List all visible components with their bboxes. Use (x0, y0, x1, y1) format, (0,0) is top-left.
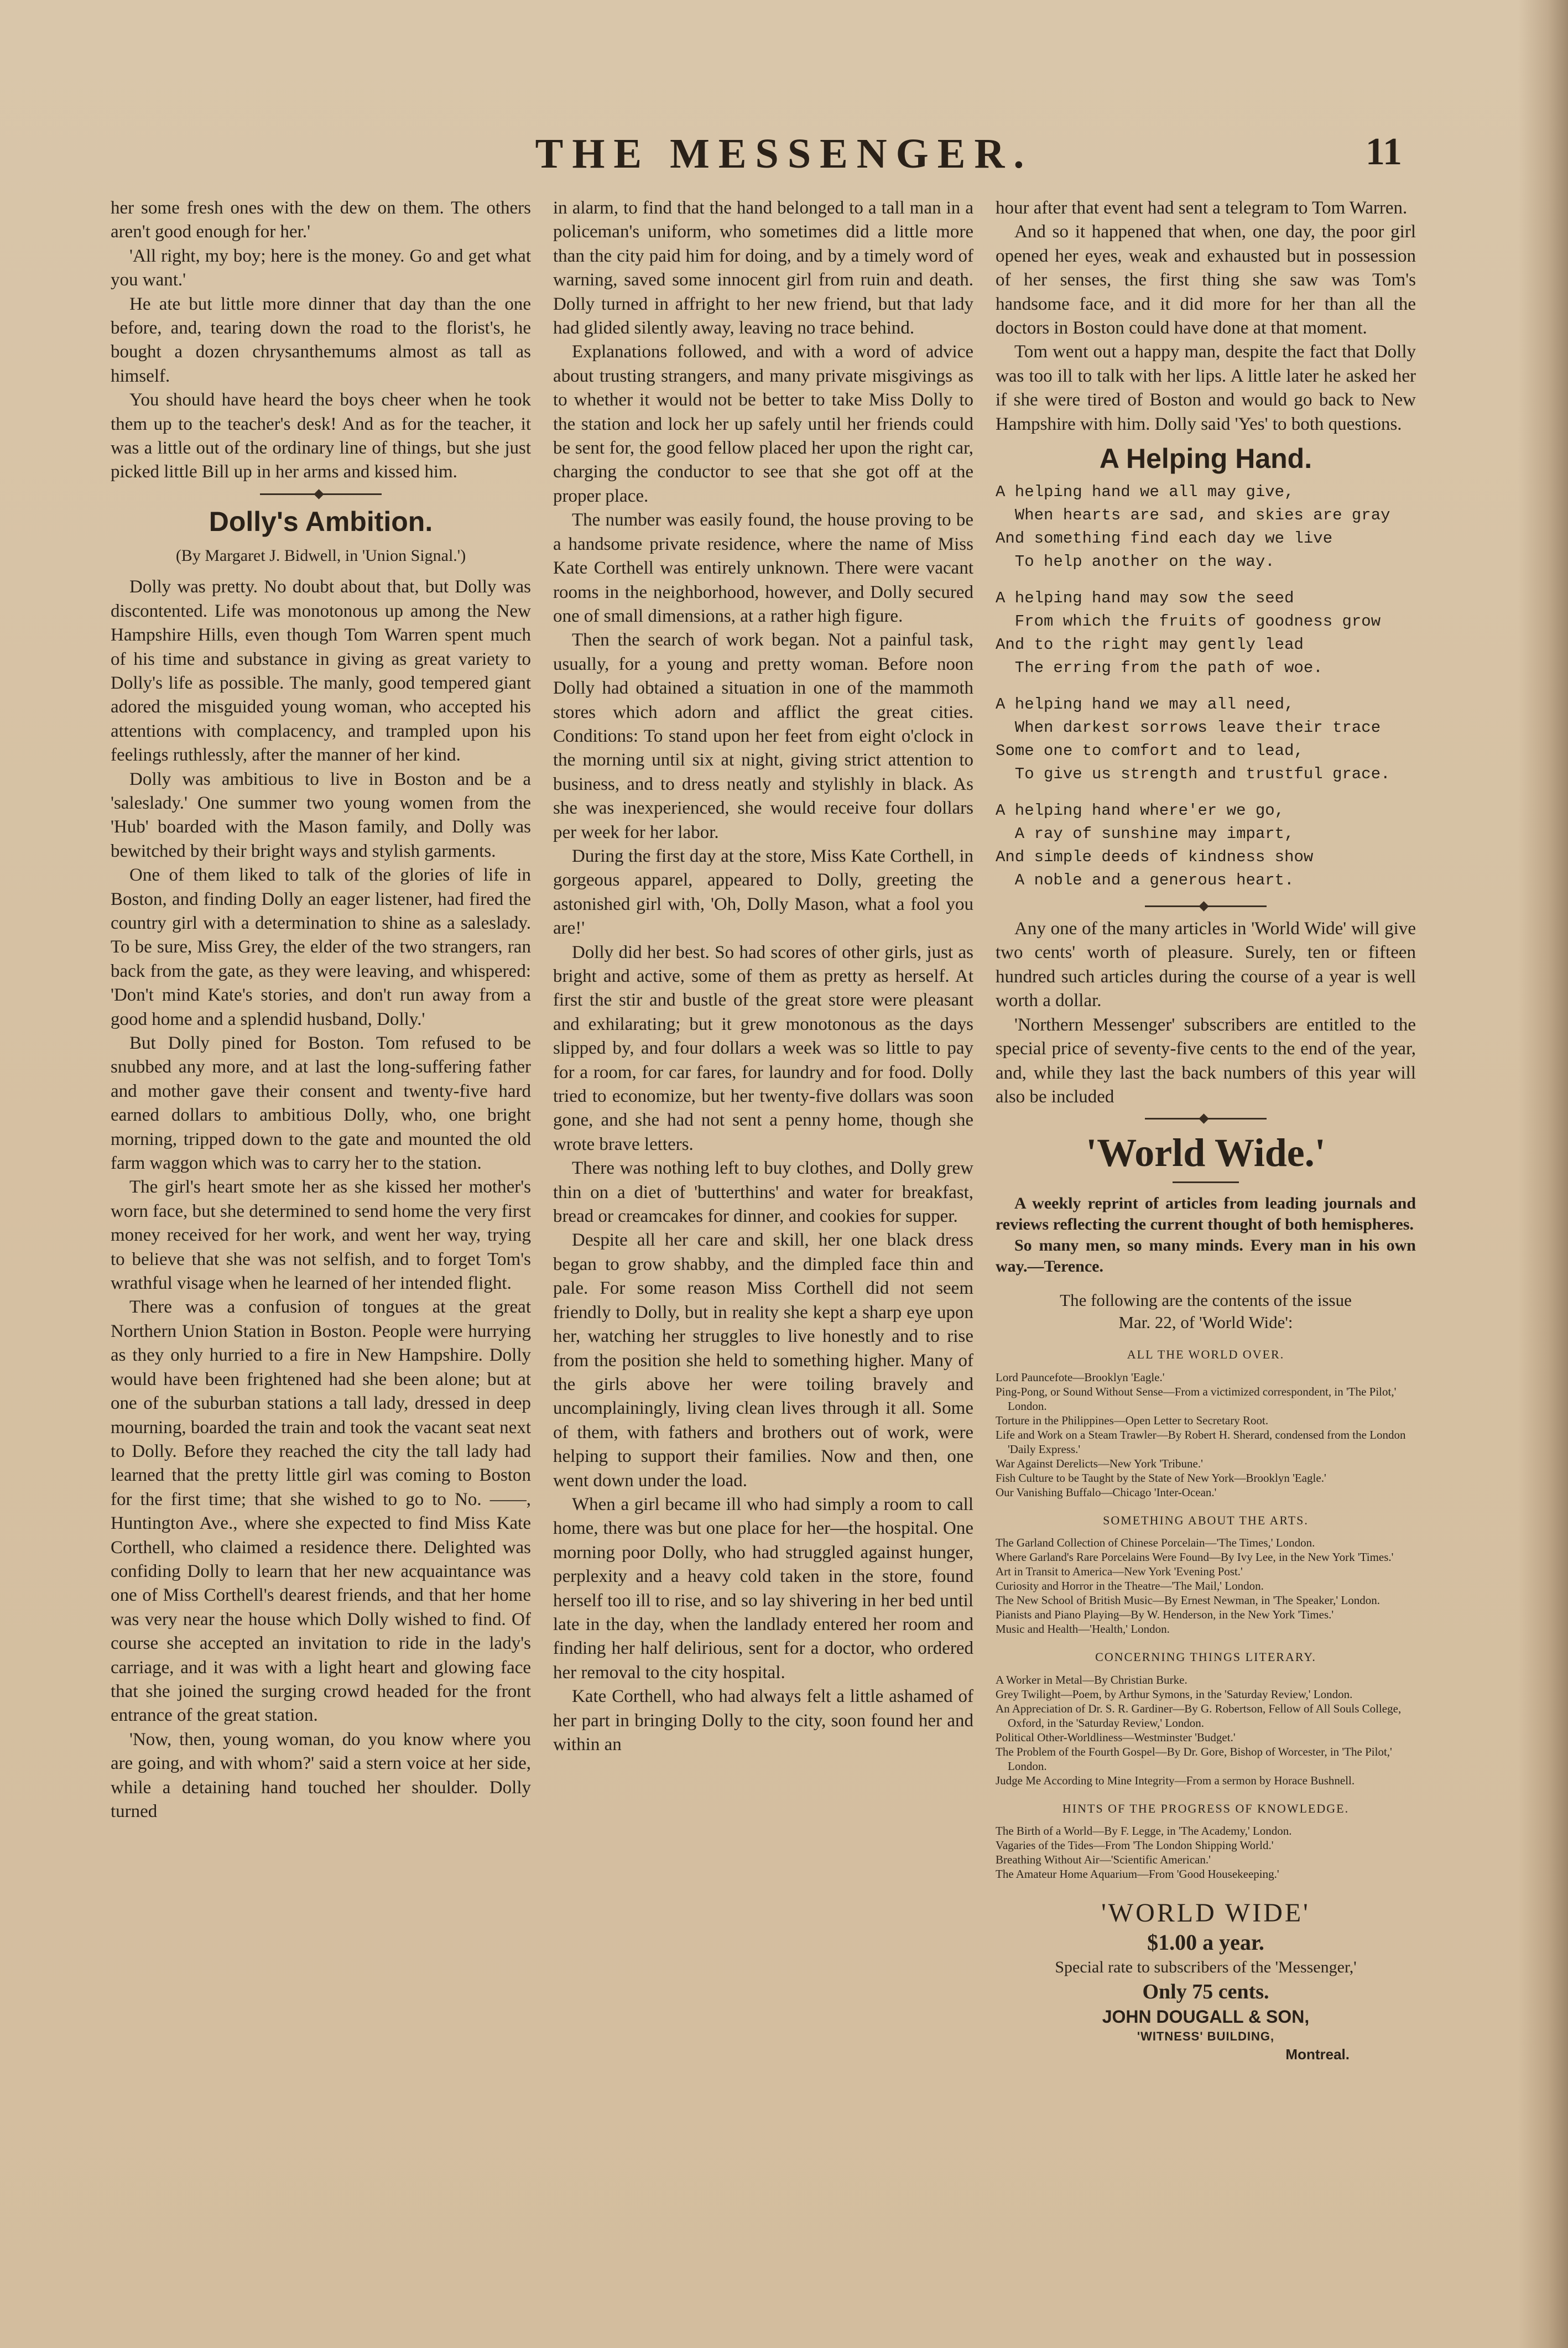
section-divider (1145, 905, 1267, 907)
poem-line: A helping hand we all may give, (996, 483, 1294, 502)
poem-line: When hearts are sad, and skies are gray (996, 506, 1390, 525)
paragraph: Explanations followed, and with a word of advice about trusting strangers, and many private misgivings as to whether it would not be better to take Miss Dolly to the station and lock her up safely until her friends could be sent for, the good fellow placed her upon the right car, charging the conductor to see that she got off at the proper place. (553, 342, 973, 506)
contents-item: A Worker in Metal—By Christian Burke. (996, 1673, 1187, 1686)
contents-item: Art in Transit to America—New York 'Evening Post.' (996, 1565, 1243, 1579)
contents-item: Breathing Without Air—'Scientific American.' (996, 1852, 1211, 1866)
contents-section (996, 1342, 1416, 1499)
world-wide-description: A weekly reprint of articles from leading journals and reviews reflecting the current thought of both hemispheres. (996, 1194, 1416, 1234)
byline: (By Margaret J. Bidwell, in 'Union Signal.') (175, 546, 466, 565)
contents-item: The Problem of the Fourth Gospel—By Dr. Gore, Bishop of Worcester, in 'The Pilot,' London. (996, 1745, 1392, 1773)
paragraph: in alarm, to find that the hand belonged to a tall man in a policeman's uniform, who sometimes did a little more than the city paid him for doing, and by a timely word of warning, saved some innocent girl from ruin and death. Dolly turned in affright to her new friend, but that lady had glided silently away, leaving no trace behind. (553, 198, 973, 339)
paragraph: There was nothing left to buy clothes, and Dolly grew thin on a diet of 'butterthins' and water for breakfast, bread or creamcakes for dinner, and cookies for supper. (553, 1158, 973, 1227)
contents-item: Lord Pauncefote—Brooklyn 'Eagle.' (996, 1370, 1165, 1384)
page-header (0, 124, 1568, 185)
contents-section-head: SOMETHING ABOUT THE ARTS. (1103, 1513, 1309, 1527)
ad-city: Montreal. (1285, 2045, 1350, 2063)
contents-item: Torture in the Philippines—Open Letter to Secretary Root. (996, 1413, 1269, 1427)
paragraph: But Dolly pined for Boston. Tom refused to be snubbed any more, and at last the long-suffering father and mother gave their consent and twenty-five hard earned dollars to ambitious Dolly, who, one bright morning, tripped down to the gate and mounted the old farm waggon which was to carry her to the station. (111, 1033, 531, 1174)
poem-line: Some one to comfort and to lead, (996, 742, 1304, 761)
poem-line: And something find each day we live (996, 529, 1333, 548)
ad-only-price: Only 75 cents. (1142, 1980, 1269, 2003)
paragraph: And so it happened that when, one day, the poor girl opened her eyes, weak and exhausted but in possession of her senses, the first thing she saw was Tom's handsome face, and it did more for her than all the doctors in Boston could have done at that moment. (996, 222, 1416, 339)
page-number: 11 (1365, 131, 1402, 173)
poem-stanza (996, 799, 1416, 892)
contents-item: The Garland Collection of Chinese Porcelain—'The Times,' London. (996, 1536, 1315, 1550)
paragraph: her some fresh ones with the dew on them. The others aren't good enough for her.' (111, 198, 531, 242)
contents-section (996, 1797, 1416, 1881)
contents-section-head: ALL THE WORLD OVER. (1127, 1347, 1285, 1362)
paragraph: Then the search of work began. Not a painful task, usually, for a young and pretty woman. Before noon Dolly had obtained a situation in one of the mammoth stores which adorn and afflict the great cities. Conditions: To stand upon her feet from eight o'clock in the morning until six at night, giving strict attention to business, and to dress neatly and stylishly in black. As she was inexperienced, she would receive four dollars per week for her labor. (553, 630, 973, 842)
poem-line: A helping hand where'er we go, (996, 801, 1285, 820)
paragraph: Dolly did her best. So had scores of other girls, just as bright and active, some of them as pretty as herself. At first the stir and bustle of the great store were pleasant and exhilarating; but it grew monotonous as the days slipped by, and four dollars a week was so little to pay for a room, for car fares, for laundry and for food. Dolly tried to economize, but her twenty-five dollars was soon gone, and she had not sent a penny home, though she wrote brave letters. (553, 942, 973, 1154)
column-2 (553, 196, 973, 1757)
contents-item: The Birth of a World—By F. Legge, in 'The Academy,' London. (996, 1824, 1292, 1837)
contents-heading (996, 1289, 1416, 1334)
poem-line: A noble and a generous heart. (996, 871, 1294, 890)
paragraph: Dolly was ambitious to live in Boston and be a 'saleslady.' One summer two young women from the 'Hub' boarded with the Mason family, and Dolly was bewitched by their bright ways and stylish garments. (111, 769, 531, 861)
contents-item: Pianists and Piano Playing—By W. Henderson, in the New York 'Times.' (996, 1608, 1334, 1622)
paragraph: Despite all her care and skill, her one black dress began to grow shabby, and the dimpled face thin and pale. For some reason Miss Corthell did not seem friendly to Dolly, but in reality she kept a sharp eye upon her, watching her struggles to live honestly and to rise from the position she held to something higher. Many of the girls above her were toiling bravely and uncomplainingly, living clean lives through it all. Some of them, with fathers and brothers out of work, were helping to support their families. Now and then, one went down under the load. (553, 1230, 973, 1491)
section-divider (1145, 1118, 1267, 1120)
paragraph: 'Northern Messenger' subscribers are entitled to the special price of seventy-five cents to the end of the year, and, while they last the back numbers of this year will also be included (996, 1014, 1416, 1107)
contents-item: Grey Twilight—Poem, by Arthur Symons, in the 'Saturday Review,' London. (996, 1687, 1353, 1701)
poem-stanza (996, 587, 1416, 680)
contents-section (996, 1508, 1416, 1636)
contents-item: The New School of British Music—By Ernest Newman, in 'The Speaker,' London. (996, 1594, 1380, 1607)
paragraph: One of them liked to talk of the glories of life in Boston, and finding Dolly an eager listener, had fired the country girl with a determination to shine as a saleslady. To be sure, Miss Grey, the elder of the two strangers, ran back from the gate, as they were leaving, and whispered: 'Don't mind Kate's stories, and don't run away from a good home and a splendid husband, Dolly.' (111, 865, 531, 1029)
column-3 (996, 196, 1416, 2064)
paragraph: 'Now, then, young woman, do you know where you are going, and with whom?' said a stern voice at her side, while a detaining hand touched her shoulder. Dolly turned (111, 1729, 531, 1821)
poem-line: To give us strength and trustful grace. (996, 765, 1390, 784)
ad-special-rate: Special rate to subscribers of the 'Messenger,' (1055, 1957, 1357, 1976)
contents-item: War Against Derelicts—New York 'Tribune.' (996, 1456, 1203, 1470)
contents-item: Music and Health—'Health,' London. (996, 1622, 1170, 1636)
world-wide-title: 'World Wide.' (1086, 1131, 1326, 1175)
subscription-ad (996, 1898, 1416, 2064)
poem-title: A Helping Hand. (1099, 443, 1312, 475)
paragraph: There was a confusion of tongues at the great Northern Union Station in Boston. People were hurrying as they only hurried to a fire in New Hampshire. Dolly would have been frightened had she been alone; but at one of the suburban stations a tall lady, dressed in deep mourning, boarded the train and took the vacant seat next to Dolly. Before they reached the city the tall lady had learned that the pretty little girl was coming to Boston for the first time; that she wished to go to No. ——, Huntington Ave., where she expected to find Miss Kate Corthell, who claimed a residence there. Delighted was confiding Dolly to learn that her new acquaintance was one of Miss Corthell's dearest friends, and that her home was very near the house which Dolly wished to find. Of course she accepted an invitation to ride in the lady's carriage, and it was with a light heart and glowing face that she joined the surging crowd headed for the front entrance of the great station. (111, 1297, 531, 1726)
paragraph: Tom went out a happy man, despite the fact that Dolly was too ill to talk with her lips. A little later he asked her if she were tired of Boston and would go back to New Hampshire with him. Dolly said 'Yes' to both questions. (996, 342, 1416, 434)
contents-section (996, 1645, 1416, 1787)
contents-item: Vagaries of the Tides—From 'The London Shipping World.' (996, 1838, 1274, 1852)
contents-item: The Amateur Home Aquarium—From 'Good Housekeeping.' (996, 1867, 1279, 1881)
ad-price: $1.00 a year. (1147, 1929, 1264, 1955)
ad-publisher: JOHN DOUGALL & SON, (1102, 2006, 1310, 2027)
short-rule (1173, 1181, 1239, 1183)
world-wide-quote: So many men, so many minds. Every man in his own way.—Terence. (996, 1236, 1416, 1276)
story-title: Dolly's Ambition. (209, 506, 433, 537)
contents-item: Where Garland's Rare Porcelains Were Found—By Ivy Lee, in the New York 'Times.' (996, 1550, 1394, 1564)
poem-line: A helping hand we may all need, (996, 695, 1294, 714)
contents-item: Life and Work on a Steam Trawler—By Robert H. Sherard, condensed from the London 'Daily Express.' (996, 1428, 1406, 1456)
contents-heading-line: Mar. 22, of 'World Wide': (1118, 1313, 1293, 1332)
contents-item: Curiosity and Horror in the Theatre—'The Mail,' London. (996, 1579, 1264, 1593)
contents-item: Judge Me According to Mine Integrity—From a sermon by Horace Bushnell. (996, 1773, 1355, 1787)
paragraph: When a girl became ill who had simply a room to call home, there was but one place for her—the hospital. One morning poor Dolly, who had struggled against hunger, perplexity and a heavy cold taken in the store, found herself too ill to rise, and so lay shivering in her bed until late in the day, when the landlady entered her room and finding her half delirious, sent for a doctor, who ordered her removal to the city hospital. (553, 1494, 973, 1683)
paragraph: Any one of the many articles in 'World Wide' will give two cents' worth of pleasure. Surely, ten or fifteen hundred such articles during the course of a year is well worth a dollar. (996, 919, 1416, 1011)
ad-title: 'WORLD WIDE' (1101, 1898, 1310, 1928)
paragraph: Dolly was pretty. No doubt about that, but Dolly was discontented. Life was monotonous up among the New Hampshire Hills, even though Tom Warren spent much of his time and substance in giving as great variety to Dolly's life as possible. The manly, good tempered giant adored the misguided young woman, who accepted his attentions with complacency, and trampled upon his feelings ruthlessly, after the manner of her kind. (111, 577, 531, 766)
page-edge-shadow (1518, 0, 1568, 2348)
poem-line: The erring from the path of woe. (996, 659, 1323, 678)
contents-item: Ping-Pong, or Sound Without Sense—From a victimized correspondent, in 'The Pilot,' London. (996, 1384, 1397, 1413)
poem-line: When darkest sorrows leave their trace (996, 719, 1381, 737)
paragraph: Kate Corthell, who had always felt a little ashamed of her part in bringing Dolly to the city, soon found her and within an (553, 1686, 973, 1755)
contents-item: An Appreciation of Dr. S. R. Gardiner—By G. Robertson, Fellow of All Souls College, Oxford, in the 'Saturday Review,' London. (996, 1701, 1402, 1730)
paragraph: hour after that event had sent a telegram to Tom Warren. (996, 198, 1408, 218)
poem (996, 481, 1416, 892)
paragraph: The girl's heart smote her as she kissed her mother's worn face, but she determined to send home the very first money received for her work, and went her way, trying to believe that she was not selfish, and to forget Tom's wrathful visage when he learned of her intended flight. (111, 1177, 531, 1294)
poem-line: To help another on the way. (996, 553, 1275, 571)
paragraph: 'All right, my boy; here is the money. Go and get what you want.' (111, 246, 531, 290)
contents-item: Political Other-Worldliness—Westminster 'Budget.' (996, 1730, 1236, 1744)
paragraph: During the first day at the store, Miss Kate Corthell, in gorgeous apparel, appeared to Dolly, greeting the astonished girl with, 'Oh, Dolly Mason, what a fool you are!' (553, 846, 973, 939)
masthead: THE MESSENGER. (535, 131, 1033, 177)
contents-heading-line: The following are the contents of the issue (1060, 1290, 1352, 1310)
paragraph: You should have heard the boys cheer when he took them up to the teacher's desk! And as for the teacher, it was a little out of the ordinary line of things, but she just picked little Bill up in her arms and kissed him. (111, 390, 531, 482)
poem-stanza (996, 481, 1416, 574)
poem-stanza (996, 693, 1416, 786)
poem-line: A ray of sunshine may impart, (996, 825, 1294, 844)
column-1 (111, 196, 531, 1824)
contents-section-head: HINTS OF THE PROGRESS OF KNOWLEDGE. (1062, 1801, 1350, 1815)
contents-item: Our Vanishing Buffalo—Chicago 'Inter-Ocean.' (996, 1485, 1217, 1499)
ad-address: 'WITNESS' BUILDING, (1137, 2029, 1275, 2043)
section-divider (260, 493, 382, 495)
poem-line: And to the right may gently lead (996, 636, 1304, 654)
paragraph: He ate but little more dinner that day than the one before, and, tearing down the road to the florist's, he bought a dozen chrysanthemums almost as tall as himself. (111, 294, 531, 386)
poem-line: And simple deeds of kindness show (996, 848, 1314, 867)
paragraph: The number was easily found, the house proving to be a handsome private residence, where the name of Miss Kate Corthell was entirely unknown. There were vacant rooms in the neighborhood, however, and Dolly secured one of small dimensions, at a rather high figure. (553, 510, 973, 626)
contents-item: Fish Culture to be Taught by the State of New York—Brooklyn 'Eagle.' (996, 1471, 1326, 1485)
poem-line: From which the fruits of goodness grow (996, 612, 1381, 631)
contents-section-head: CONCERNING THINGS LITERARY. (1095, 1650, 1316, 1664)
poem-line: A helping hand may sow the seed (996, 589, 1294, 608)
